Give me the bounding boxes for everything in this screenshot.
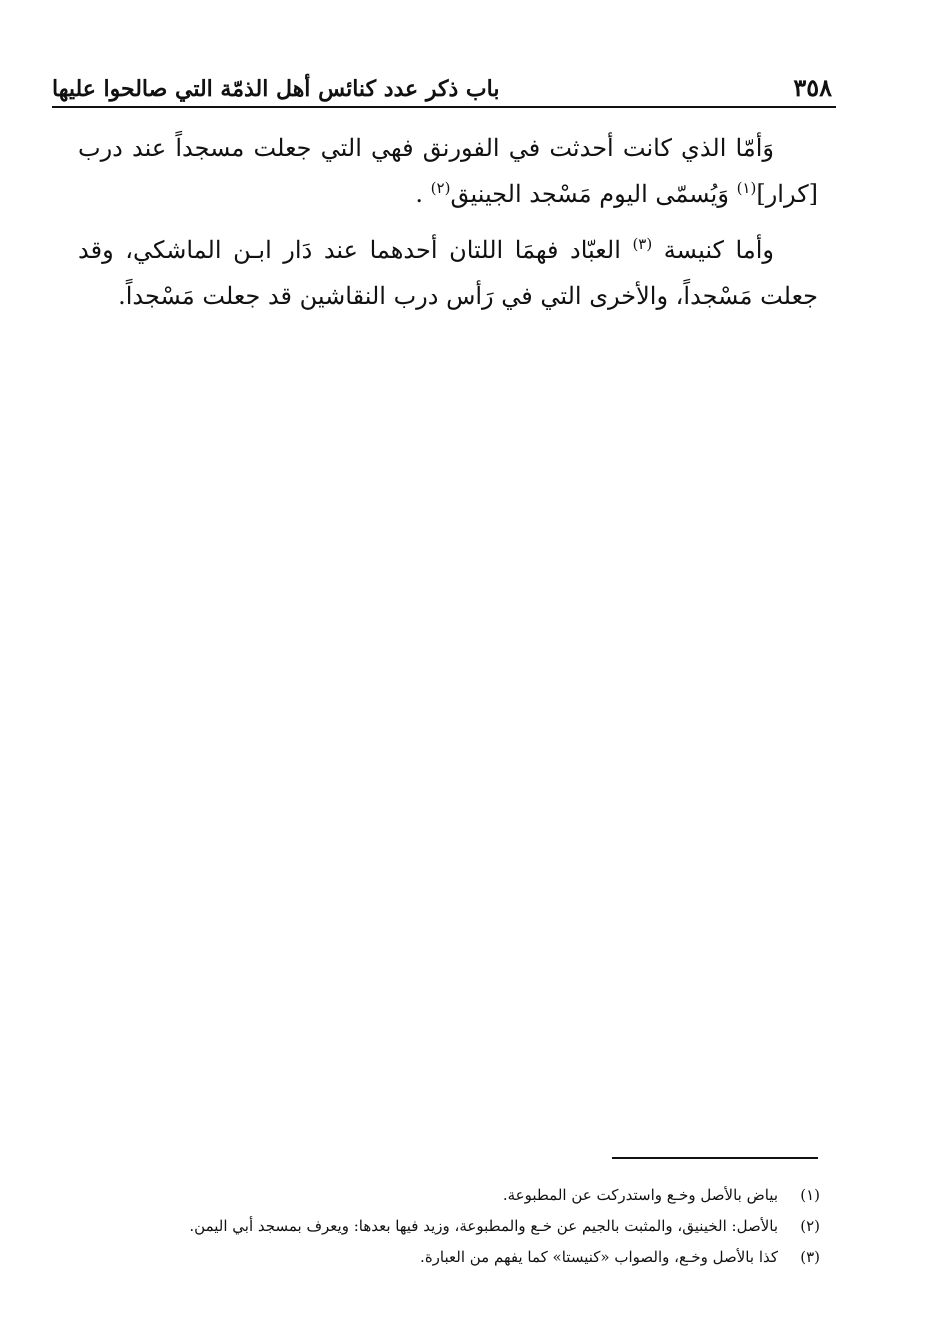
footnote-1-number: (١)	[800, 1186, 820, 1204]
paragraph-1-part-a: وَأمّا الذي كانت أحدثت في الفورنق فهي التي جعلت مسجداً عند درب [كرار]	[78, 134, 818, 208]
paragraph-1-part-c: .	[415, 180, 431, 208]
running-title: باب ذكر عدد كنائس أهل الذمّة التي صالحوا عليها	[52, 76, 500, 102]
paragraph-1	[78, 125, 818, 217]
footnote-2-text: بالأصل: الخينيق، والمثبت بالجيم عن خـع والمطبوعة، وزيد فيها بعدها: ويعرف بمسجد أبي اليمن.	[189, 1217, 778, 1235]
footnote-ref-3: (٣)	[632, 235, 653, 253]
page-number: ٣٥٨	[793, 73, 832, 102]
main-text	[78, 125, 818, 329]
footnotes	[90, 1180, 820, 1273]
footnote-1	[90, 1180, 820, 1211]
footnote-1-text: بياض بالأصل وخـع واستدركت عن المطبوعة.	[502, 1186, 778, 1204]
header-rule	[52, 106, 836, 108]
paragraph-1-part-b: وَيُسمّى اليوم مَسْجد الجينيق	[450, 180, 737, 208]
footnote-2-number: (٢)	[800, 1217, 820, 1235]
page-header	[52, 62, 832, 102]
footnote-2	[90, 1211, 820, 1242]
footnote-3-text: كذا بالأصل وخـع، والصواب «كنيستا» كما يفهم من العبارة.	[420, 1248, 778, 1266]
paragraph-2	[78, 227, 818, 319]
footnote-3-number: (٣)	[800, 1248, 820, 1266]
paragraph-2-part-a: وأما كنيسة	[663, 236, 774, 264]
footnote-rule	[612, 1157, 818, 1159]
paragraph-2-part-b: العبّاد فهمَا اللتان أحدهما عند دَار ابـن الماشكي، وقد جعلت مَسْجداً، والأخرى التي في رَأس درب النقاشين قد جعلت مَسْجداً.	[78, 236, 818, 310]
footnote-3	[90, 1242, 820, 1273]
footnote-ref-2: (٢)	[430, 179, 451, 197]
footnote-ref-1: (١)	[736, 179, 757, 197]
